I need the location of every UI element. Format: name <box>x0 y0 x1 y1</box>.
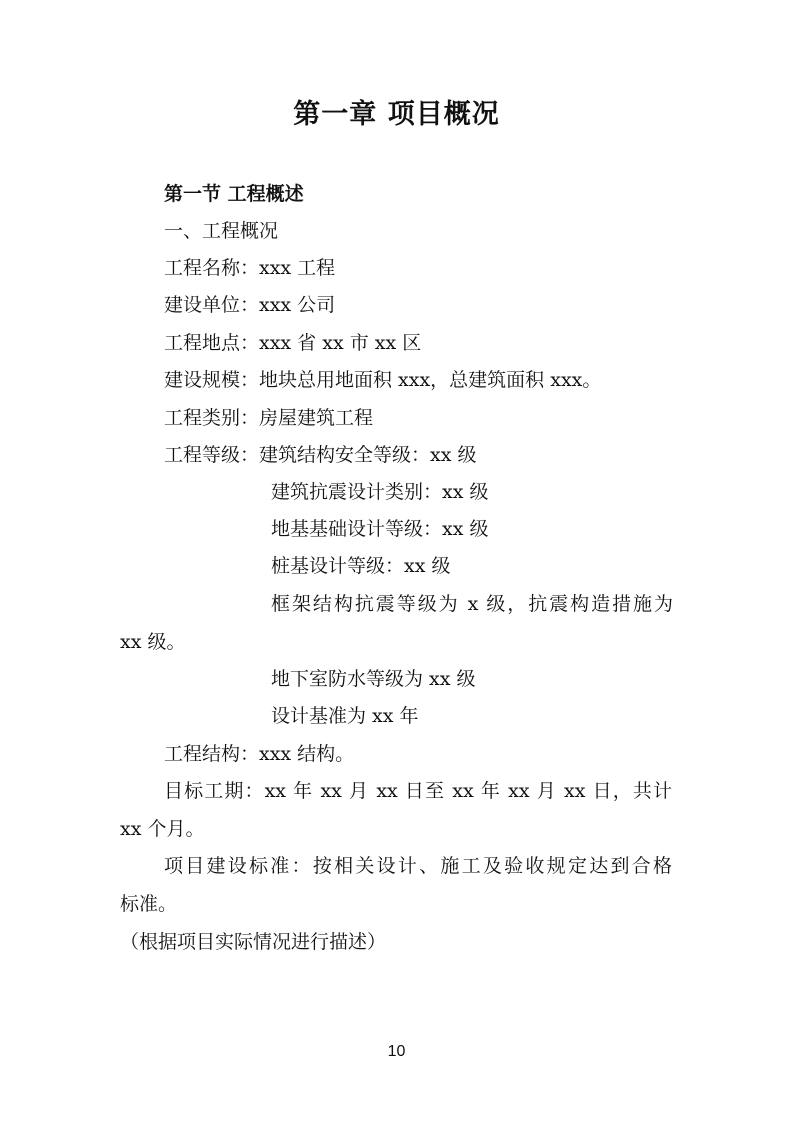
sub-heading: 一、工程概况 <box>164 220 279 242</box>
note-line: （根据项目实际情况进行描述） <box>120 931 387 953</box>
grade-intro-line: 工程等级：建筑结构安全等级：xx 级 <box>164 444 477 466</box>
schedule-line-2: xx 个月。 <box>120 818 205 840</box>
builder-line: 建设单位：xxx 公司 <box>164 294 336 316</box>
page-number: 10 <box>387 1043 406 1060</box>
frame-seismic-line-2: xx 级。 <box>120 631 186 653</box>
basement-waterproof-line: 地下室防水等级为 xx 级 <box>271 668 476 690</box>
location-line: 工程地点：xxx 省 xx 市 xx 区 <box>164 332 422 354</box>
project-name-line: 工程名称：xxx 工程 <box>164 257 336 279</box>
frame-seismic-line-1: 框架结构抗震等级为 x 级，抗震构造措施为 <box>271 593 673 615</box>
design-reference-line: 设计基准为 xx 年 <box>271 705 419 727</box>
seismic-category-line: 建筑抗震设计类别：xx 级 <box>271 481 489 503</box>
schedule-line-1: 目标工期：xx 年 xx 月 xx 日至 xx 年 xx 月 xx 日，共计 <box>164 780 672 802</box>
section-title: 第一节 工程概述 <box>164 183 304 205</box>
chapter-title: 第一章 项目概况 <box>293 99 500 130</box>
scale-line: 建设规模：地块总用地面积 xxx，总建筑面积 xxx。 <box>164 369 602 391</box>
foundation-grade-line: 地基基础设计等级：xx 级 <box>271 518 489 540</box>
standard-line-1: 项目建设标准：按相关设计、施工及验收规定达到合格 <box>164 855 672 877</box>
structure-line: 工程结构：xxx 结构。 <box>164 743 355 765</box>
standard-line-2: 标准。 <box>120 893 178 915</box>
category-line: 工程类别：房屋建筑工程 <box>164 407 374 429</box>
pile-grade-line: 桩基设计等级：xx 级 <box>271 555 451 577</box>
